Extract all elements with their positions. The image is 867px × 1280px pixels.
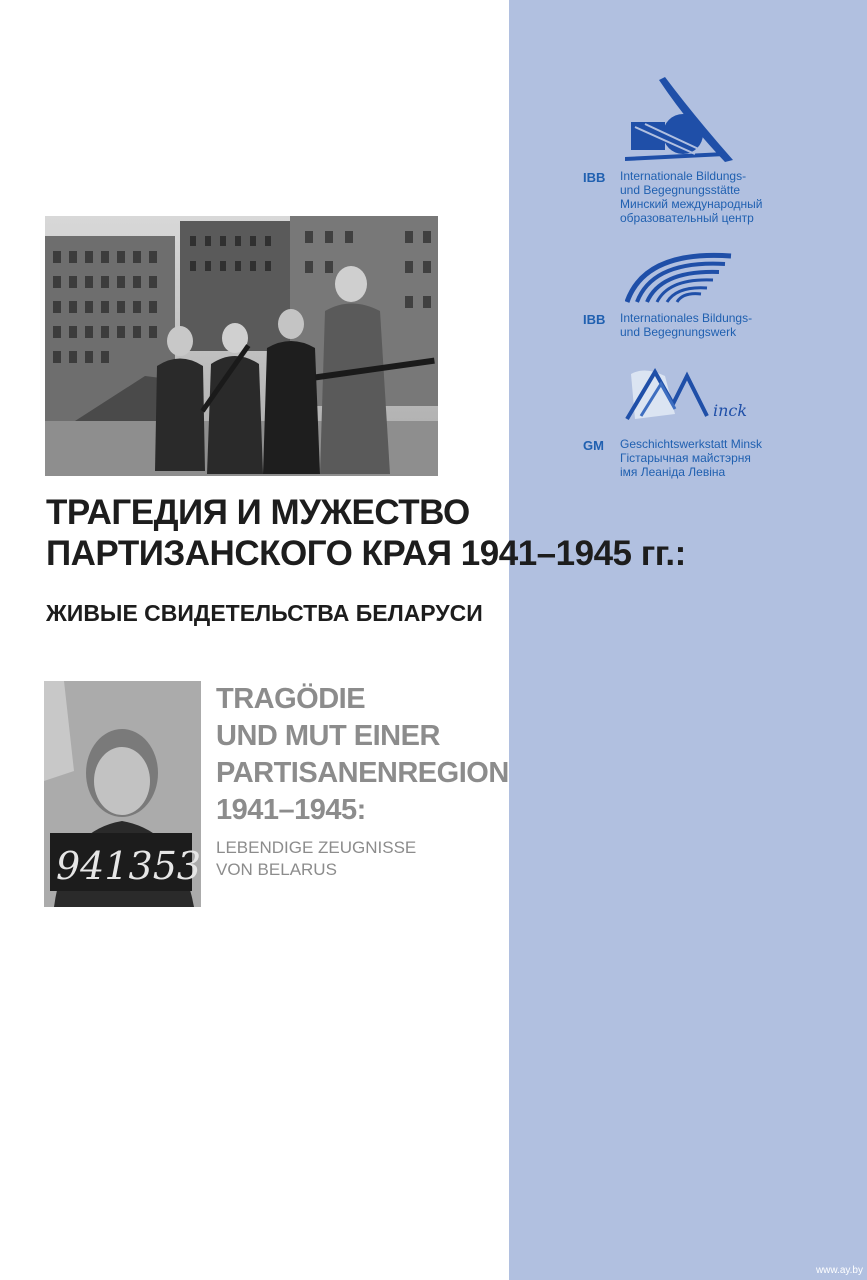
watermark: www.ay.by [815, 1265, 863, 1276]
subtitle-german-line-1: LEBENDIGE ZEUGNISSE [216, 838, 417, 857]
subtitle-german [216, 837, 416, 881]
subtitle-german-line-2: VON BELARUS [216, 860, 337, 879]
logo-1-line-1: Internationale Bildungs- [620, 169, 747, 183]
portrait-photo [44, 681, 201, 907]
logo-1-line-4: образовательный центр [620, 211, 754, 225]
ibb-abbr-1: IBB [583, 170, 606, 185]
logo-2-line-1: Internationales Bildungs- [620, 311, 753, 325]
gm-abbr: GM [583, 438, 604, 453]
subtitle-russian: ЖИВЫЕ СВИДЕТЕЛЬСТВА БЕЛАРУСИ [46, 600, 483, 626]
ibb-abbr-2: IBB [583, 312, 606, 327]
logo-3-line-3: імя Леаніда Левіна [620, 465, 726, 479]
logo-2-line-2: und Begegnungswerk [620, 325, 737, 339]
logo-1-line-2: und Begegnungsstätte [620, 183, 741, 197]
title-russian-line-1: ТРАГЕДИЯ И МУЖЕСТВО [46, 493, 470, 532]
title-russian-line-2: ПАРТИЗАНСКОГО КРАЯ 1941–1945 гг.: [46, 534, 686, 573]
logo-1-line-3: Минский международный [620, 197, 763, 211]
partisans-photo [45, 216, 438, 476]
title-german-line-3: PARTISANENREGION [216, 757, 509, 789]
title-russian [46, 492, 806, 574]
ibb-dortmund-logo-icon [625, 72, 735, 164]
logo-3-line-2: Гістарычная майстэрня [620, 451, 751, 465]
gm-logo-script: inck [713, 401, 748, 420]
ibb-arc-logo-icon [625, 248, 735, 304]
title-german-line-4: 1941–1945: [216, 794, 366, 826]
title-german-line-1: TRAGÖDIE [216, 683, 366, 715]
ibb-dortmund-text [620, 169, 762, 225]
title-german-line-2: UND MUT EINER [216, 720, 440, 752]
logo-3-line-1: Geschichtswerkstatt Minsk [620, 437, 763, 451]
title-german [216, 681, 509, 829]
ibb-werk-text [620, 311, 752, 339]
gm-text [620, 437, 762, 479]
portrait-plate-number: 941353 [56, 844, 201, 888]
gm-minsk-logo-icon [625, 364, 760, 426]
